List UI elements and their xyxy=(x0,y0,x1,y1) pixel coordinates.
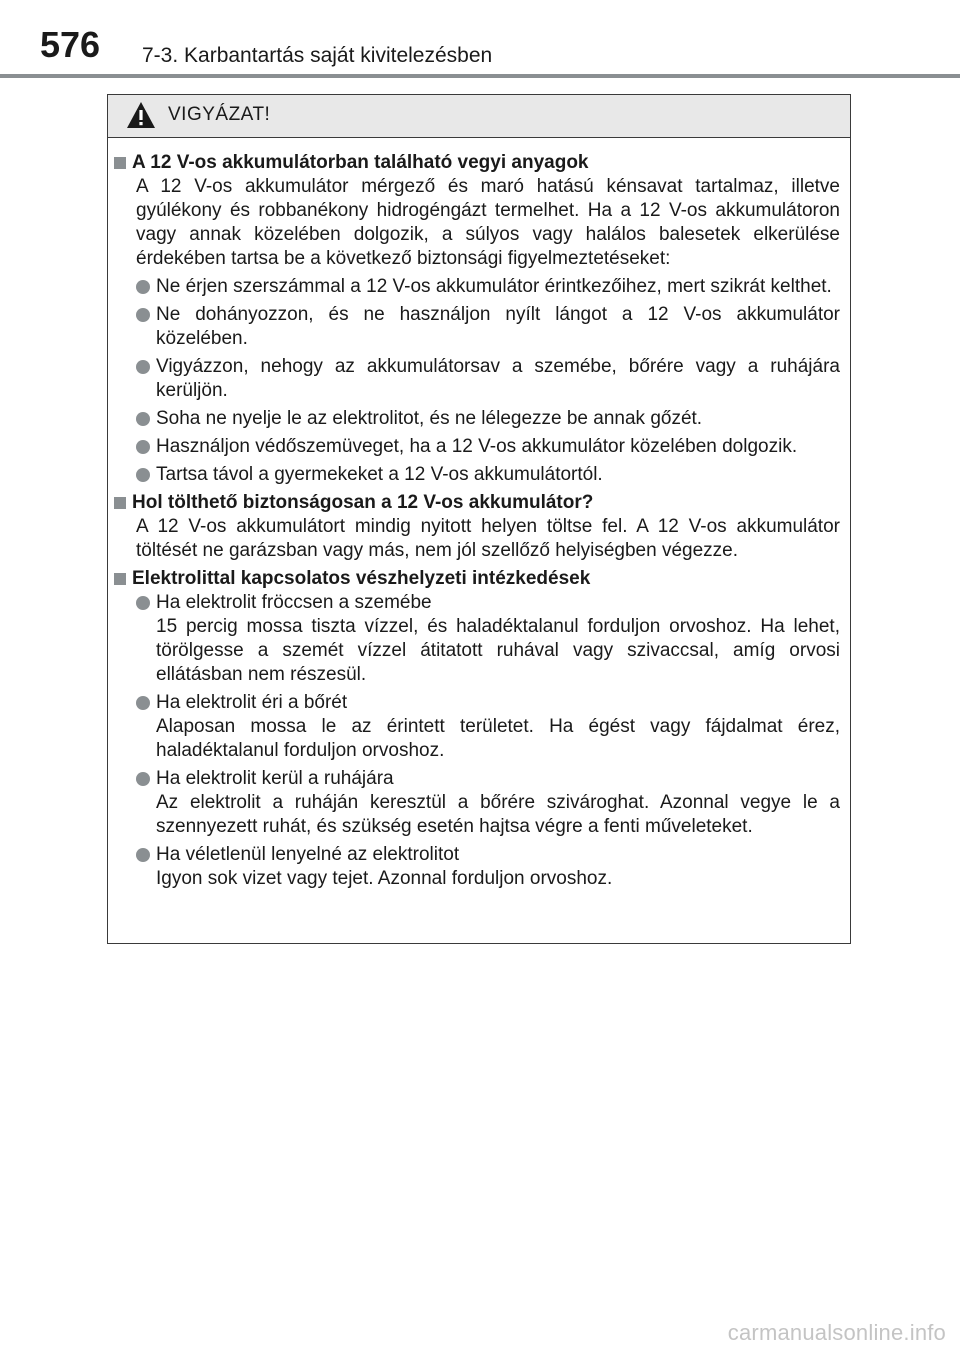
section-paragraph: A 12 V-os akkumulátort mindig nyitott helyen töltse fel. A 12 V-os akkumulátor töltését ne garázsban vagy más, nem jól szellőző helyiségben végezze. xyxy=(136,516,840,561)
list-item-text: Ne érjen szerszámmal a 12 V-os akkumulátor érintkezőihez, mert szikrát kelthet. xyxy=(156,276,832,297)
section-title: 7-3. Karbantartás saját kivitelezésben xyxy=(142,44,493,67)
item-text: Alaposan mossa le az érintett területet. Ha égést vagy fájdalmat érez, haladéktalanul forduljon orvoshoz. xyxy=(156,716,840,761)
list-item xyxy=(136,407,840,431)
list-item xyxy=(136,355,840,403)
caution-box xyxy=(107,94,851,944)
list-item xyxy=(136,591,840,687)
section-heading xyxy=(112,567,840,591)
list-item-text xyxy=(156,767,840,839)
header-rule xyxy=(0,74,960,78)
list-item-text xyxy=(156,843,840,891)
item-title: Ha véletlenül lenyelné az elektrolitot xyxy=(156,844,460,865)
circle-bullet-icon xyxy=(136,412,150,426)
section-heading xyxy=(112,491,840,515)
warning-triangle-icon xyxy=(126,101,156,129)
list-item xyxy=(136,463,840,487)
watermark: carmanualsonline.info xyxy=(727,1320,946,1345)
circle-bullet-icon xyxy=(136,360,150,374)
section-emergency xyxy=(112,567,840,891)
square-bullet-icon xyxy=(114,157,126,169)
circle-bullet-icon xyxy=(136,308,150,322)
list-item xyxy=(136,303,840,351)
section-charging xyxy=(112,491,840,563)
square-bullet-icon xyxy=(114,573,126,585)
list-item xyxy=(136,767,840,839)
circle-bullet-icon xyxy=(136,596,150,610)
list-item xyxy=(136,691,840,763)
list-item xyxy=(136,843,840,891)
section-chemicals xyxy=(112,151,840,487)
heading-text: A 12 V-os akkumulátorban található vegyi anyagok xyxy=(132,152,589,173)
section-heading xyxy=(112,151,840,175)
page-number: 576 xyxy=(40,24,101,65)
item-title: Ha elektrolit éri a bőrét xyxy=(156,692,348,713)
heading-text: Elektrolittal kapcsolatos vészhelyzeti intézkedések xyxy=(132,568,591,589)
circle-bullet-icon xyxy=(136,440,150,454)
caution-body xyxy=(108,138,850,891)
item-text: 15 percig mossa tiszta vízzel, és haladéktalanul forduljon orvoshoz. Ha lehet, törölgesse a szemét vízzel átitatott ruhával vagy szivaccsal, amíg orvosi ellátásban nem részesül. xyxy=(156,616,840,685)
circle-bullet-icon xyxy=(136,848,150,862)
list-item-text xyxy=(156,591,840,687)
item-title: Ha elektrolit kerül a ruhájára xyxy=(156,768,394,789)
circle-bullet-icon xyxy=(136,468,150,482)
list-item xyxy=(136,275,840,299)
caution-title: VIGYÁZAT! xyxy=(168,104,271,125)
section-paragraph: A 12 V-os akkumulátor mérgező és maró hatású kénsavat tartalmaz, illetve gyúlékony és robbanékony hidrogéngázt termelhet. Ha a 12 V-os akkumulátoron vagy annak közelében dolgozik, a súlyos vagy halálos balesetek elkerülése érdekében tartsa be a következő biztonsági figyelmeztetéseket: xyxy=(136,176,840,269)
item-text: Igyon sok vizet vagy tejet. Azonnal forduljon orvoshoz. xyxy=(156,868,613,889)
list-item-text: Tartsa távol a gyermekeket a 12 V-os akkumulátortól. xyxy=(156,464,603,485)
caution-header xyxy=(108,95,850,138)
list-item xyxy=(136,435,840,459)
circle-bullet-icon xyxy=(136,696,150,710)
item-text: Az elektrolit a ruháján keresztül a bőrére szivároghat. Azonnal vegye le a szennyezett ruhát, és szükség esetén hajtsa végre a fenti műveleteket. xyxy=(156,792,840,837)
heading-text: Hol tölthető biztonságosan a 12 V-os akkumulátor? xyxy=(132,492,594,513)
list-item-text: Használjon védőszemüveget, ha a 12 V-os akkumulátor közelében dolgozik. xyxy=(156,436,798,457)
list-item-text: Vigyázzon, nehogy az akkumulátorsav a szemébe, bőrére vagy a ruhájára kerüljön. xyxy=(156,356,840,401)
square-bullet-icon xyxy=(114,497,126,509)
list-item-text: Ne dohányozzon, és ne használjon nyílt lángot a 12 V-os akkumulátor közelében. xyxy=(156,304,840,349)
list-item-text: Soha ne nyelje le az elektrolitot, és ne lélegezze be annak gőzét. xyxy=(156,408,703,429)
list-item-text xyxy=(156,691,840,763)
circle-bullet-icon xyxy=(136,772,150,786)
circle-bullet-icon xyxy=(136,280,150,294)
item-title: Ha elektrolit fröccsen a szemébe xyxy=(156,592,432,613)
